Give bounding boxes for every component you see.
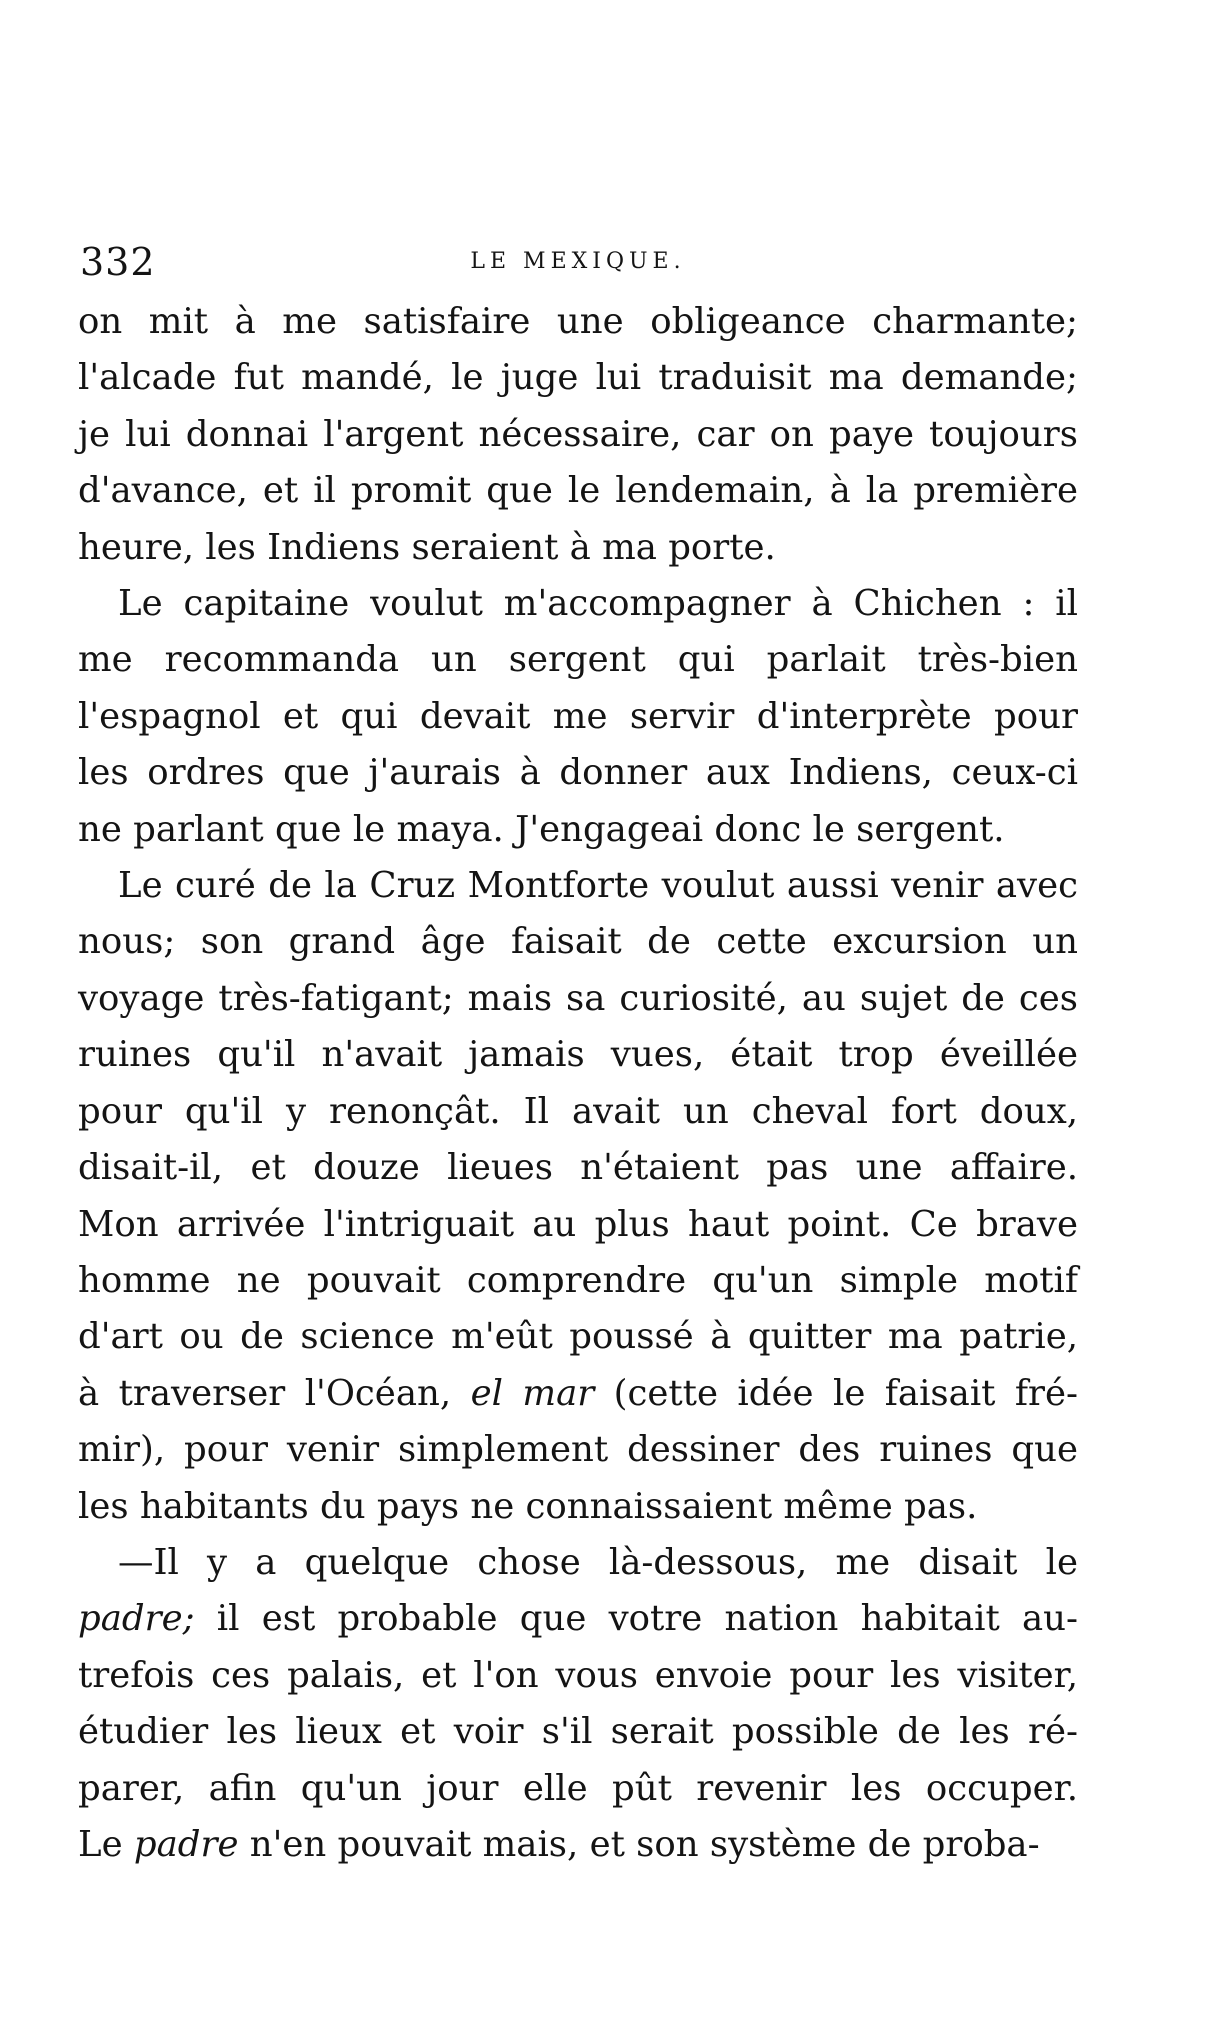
running-head xyxy=(78,238,1078,294)
italic-text: padre; xyxy=(78,1598,195,1640)
text-run: Le curé de la Cruz Montforte voulut aussi venir avec xyxy=(118,865,1078,907)
text-run: me recommanda un sergent qui parlait très-bien xyxy=(78,639,1078,681)
text-line xyxy=(78,1422,1078,1478)
text-line xyxy=(78,1704,1078,1760)
text-line xyxy=(78,576,1078,632)
text-line xyxy=(78,632,1078,688)
text-line xyxy=(78,1027,1078,1083)
text-run: heure, les Indiens seraient à ma porte. xyxy=(78,526,776,568)
text-line xyxy=(78,1761,1078,1817)
text-line xyxy=(78,689,1078,745)
text-run: mir), pour venir simplement dessiner des ruines que xyxy=(78,1429,1078,1471)
text-line xyxy=(78,1366,1078,1422)
paragraph xyxy=(78,576,1078,858)
text-line xyxy=(78,407,1078,463)
text-line xyxy=(78,858,1078,914)
text-line xyxy=(78,1591,1078,1647)
italic-text: el mar xyxy=(470,1372,595,1414)
text-line xyxy=(78,1648,1078,1704)
text-line xyxy=(78,294,1078,350)
paragraph xyxy=(78,294,1078,576)
text-line xyxy=(78,350,1078,406)
text-run: voyage très-fatigant; mais sa curiosité, au sujet de ces xyxy=(78,977,1078,1019)
text-line xyxy=(78,1253,1078,1309)
text-run: pour qu'il y renonçât. Il avait un cheval fort doux, xyxy=(78,1090,1078,1132)
page-number: 332 xyxy=(80,240,156,284)
text-run: on mit à me satisfaire une obligeance charmante; xyxy=(78,301,1078,342)
text-line xyxy=(78,1535,1078,1591)
text-run: étudier les lieux et voir s'il serait possible de les ré- xyxy=(78,1711,1078,1753)
text-run: ruines qu'il n'avait jamais vues, était trop éveillée xyxy=(78,1034,1078,1076)
text-run: l'alcade fut mandé, le juge lui traduisit ma demande; xyxy=(78,357,1078,399)
text-run: Le xyxy=(78,1823,134,1865)
text-run: trefois ces palais, et l'on vous envoie pour les visiter, xyxy=(78,1654,1078,1696)
text-line xyxy=(78,1084,1078,1140)
text-line xyxy=(78,1817,1078,1873)
text-run: d'art ou de science m'eût poussé à quitter ma patrie, xyxy=(78,1316,1078,1358)
italic-text: padre xyxy=(133,1823,239,1865)
text-line xyxy=(78,971,1078,1027)
text-line xyxy=(78,802,1078,858)
text-line xyxy=(78,1309,1078,1365)
text-line xyxy=(78,914,1078,970)
text-line xyxy=(78,1479,1078,1535)
text-line xyxy=(78,745,1078,801)
text-line xyxy=(78,520,1078,576)
text-run: Mon arrivée l'intriguait au plus haut point. Ce brave xyxy=(78,1203,1078,1245)
text-run: il est probable que votre nation habitait au- xyxy=(194,1598,1078,1640)
text-run: les ordres que j'aurais à donner aux Indiens, ceux-ci xyxy=(78,752,1078,794)
text-run: n'en pouvait mais, et son système de proba- xyxy=(238,1823,1040,1865)
text-run: Le capitaine voulut m'accompagner à Chichen : il xyxy=(118,583,1078,625)
text-run: à traverser l'Océan, xyxy=(78,1372,471,1414)
text-run: (cette idée le faisait fré- xyxy=(594,1372,1079,1414)
text-line xyxy=(78,1197,1078,1253)
text-run: d'avance, et il promit que le lendemain, à la première xyxy=(78,470,1078,512)
text-line xyxy=(78,463,1078,519)
text-run: —Il y a quelque chose là-dessous, me disait le xyxy=(118,1541,1078,1583)
text-run: les habitants du pays ne connaissaient même pas. xyxy=(78,1485,978,1527)
running-title: LE MEXIQUE. xyxy=(470,249,686,274)
paragraph xyxy=(78,1535,1078,1873)
text-run: disait-il, et douze lieues n'étaient pas une affaire. xyxy=(78,1147,1078,1189)
book-page xyxy=(78,238,1078,1873)
text-run: ne parlant que le maya. J'engageai donc le sergent. xyxy=(78,808,1005,850)
text-run: l'espagnol et qui devait me servir d'interprète pour xyxy=(78,695,1078,737)
text-run: parer, afin qu'un jour elle pût revenir les occuper. xyxy=(78,1767,1078,1809)
paragraph xyxy=(78,858,1078,1535)
text-run: je lui donnai l'argent nécessaire, car on paye toujours xyxy=(78,413,1078,455)
body-text xyxy=(78,294,1078,1873)
text-run: nous; son grand âge faisait de cette excursion un xyxy=(78,921,1078,963)
text-line xyxy=(78,1140,1078,1196)
text-run: homme ne pouvait comprendre qu'un simple motif xyxy=(78,1259,1078,1301)
